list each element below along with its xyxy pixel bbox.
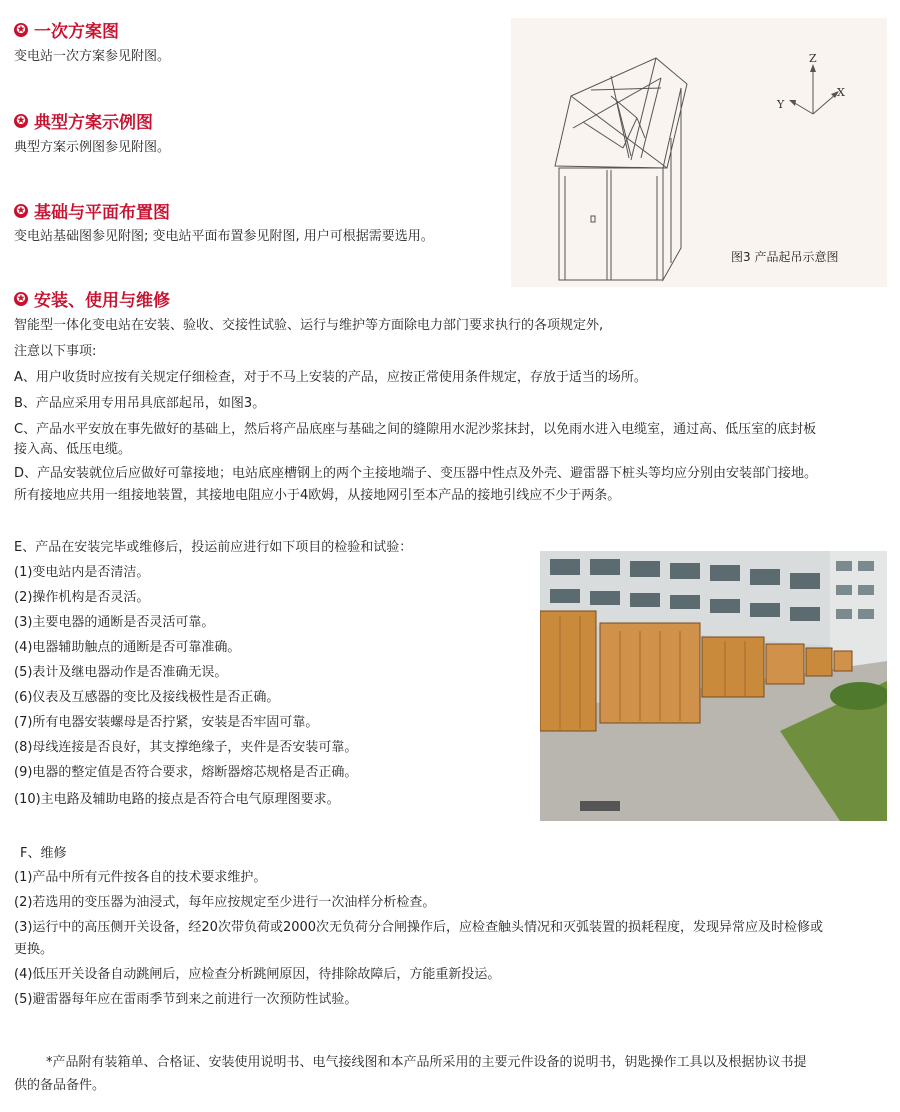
item-d-line2: 所有接地应共用一组接地装置，其接地电阻应小于4欧姆，从接地网引至本产品的接地引线应不少于两条。 bbox=[14, 488, 621, 503]
list-item: (3)运行中的高压侧开关设备，经20次带负荷或2000次无负荷分合闸操作后，应检查触头情况和灭弧装置的损耗程度，发现异常应及时检修或 bbox=[14, 920, 824, 935]
list-item: (5)避雷器每年应在雷雨季节到来之前进行一次预防性试验。 bbox=[14, 992, 358, 1007]
star-circle-icon: ✪ bbox=[14, 114, 28, 128]
section-f-title: F、维修 bbox=[20, 846, 67, 861]
section-title: 基础与平面布置图 bbox=[34, 203, 170, 223]
list-item: (1)变电站内是否清洁。 bbox=[14, 565, 150, 580]
item-c-line2: 接入高、低压电缆。 bbox=[14, 442, 132, 457]
list-item: (4)低压开关设备自动跳闸后，应检查分析跳闸原因，待排除故障后，方能重新投运。 bbox=[14, 967, 501, 982]
footnote-line2: 供的备品备件。 bbox=[14, 1078, 106, 1093]
list-item: (8)母线连接是否良好，其支撑绝缘子，夹件是否安装可靠。 bbox=[14, 740, 358, 755]
axis-label-z: Z bbox=[809, 52, 817, 65]
figure-caption: 图3 产品起吊示意图 bbox=[731, 250, 839, 264]
list-item: (6)仪表及互感器的变比及接线极性是否正确。 bbox=[14, 690, 280, 705]
substation-photo-drawing bbox=[540, 551, 887, 821]
section-heading-3 bbox=[14, 198, 170, 223]
list-item: (5)表计及继电器动作是否准确无误。 bbox=[14, 665, 228, 680]
axis-label-y: Y bbox=[777, 98, 785, 111]
lifting-diagram-drawing bbox=[511, 18, 887, 287]
intro-text: 智能型一体化变电站在安装、验收、交接性试验、运行与维护等方面除电力部门要求执行的各项规定外, bbox=[14, 318, 604, 333]
section-title: 安装、使用与维修 bbox=[34, 291, 170, 311]
list-item: (2)操作机构是否灵活。 bbox=[14, 590, 150, 605]
list-item: (1)产品中所有元件按各自的技术要求维护。 bbox=[14, 870, 267, 885]
item-c-line1: C、产品水平安放在事先做好的基础上，然后将产品底座与基础之间的缝隙用水泥沙浆抹封，以免雨水进入电缆室，通过高、低压室的底封板 bbox=[14, 422, 817, 437]
list-item: (4)电器辅助触点的通断是否可靠准确。 bbox=[14, 640, 241, 655]
footnote-line1: *产品附有装箱单、合格证、安装使用说明书、电气接线图和本产品所采用的主要元件设备的说明书，钥匙操作工具以及根据协议书提 bbox=[46, 1055, 807, 1070]
substation-photo bbox=[540, 551, 887, 821]
axis-label-x: X bbox=[837, 86, 845, 99]
list-item: (2)若选用的变压器为油浸式，每年应按规定至少进行一次油样分析检查。 bbox=[14, 895, 436, 910]
item-d-line1: D、产品安装就位后应做好可靠接地；电站底座槽钢上的两个主接地端子、变压器中性点及外壳、避雷器下桩头等均应分别由安装部门接地。 bbox=[14, 466, 818, 481]
lifting-diagram-figure bbox=[511, 18, 887, 287]
list-item: (3)主要电器的通断是否灵活可靠。 bbox=[14, 615, 215, 630]
section-heading-2 bbox=[14, 108, 153, 133]
list-item: (10)主电路及辅助电路的接点是否符合电气原理图要求。 bbox=[14, 792, 340, 807]
section-title: 一次方案图 bbox=[34, 22, 119, 42]
list-item: (7)所有电器安装螺母是否拧紧，安装是否牢固可靠。 bbox=[14, 715, 319, 730]
section-heading-1 bbox=[14, 17, 119, 42]
star-circle-icon: ✪ bbox=[14, 204, 28, 218]
section-e-title: E、产品在安装完毕或维修后，投运前应进行如下项目的检验和试验： bbox=[14, 540, 413, 555]
section-heading-4 bbox=[14, 286, 170, 311]
section-body: 典型方案示例图参见附图。 bbox=[14, 140, 171, 155]
section-title: 典型方案示例图 bbox=[34, 113, 153, 133]
intro-text: 注意以下事项: bbox=[14, 344, 97, 359]
list-item: (9)电器的整定值是否符合要求，熔断器熔芯规格是否正确。 bbox=[14, 765, 358, 780]
item-b: B、产品应采用专用吊具底部起吊，如图3。 bbox=[14, 396, 266, 411]
star-circle-icon: ✪ bbox=[14, 292, 28, 306]
section-body: 变电站基础图参见附图; 变电站平面布置参见附图, 用户可根据需要选用。 bbox=[14, 229, 434, 244]
star-circle-icon: ✪ bbox=[14, 23, 28, 37]
list-item-continued: 更换。 bbox=[14, 942, 54, 957]
item-a: A、用户收货时应按有关规定仔细检查，对于不马上安装的产品，应按正常使用条件规定，存放于适当的场所。 bbox=[14, 370, 647, 385]
section-body: 变电站一次方案参见附图。 bbox=[14, 49, 171, 64]
